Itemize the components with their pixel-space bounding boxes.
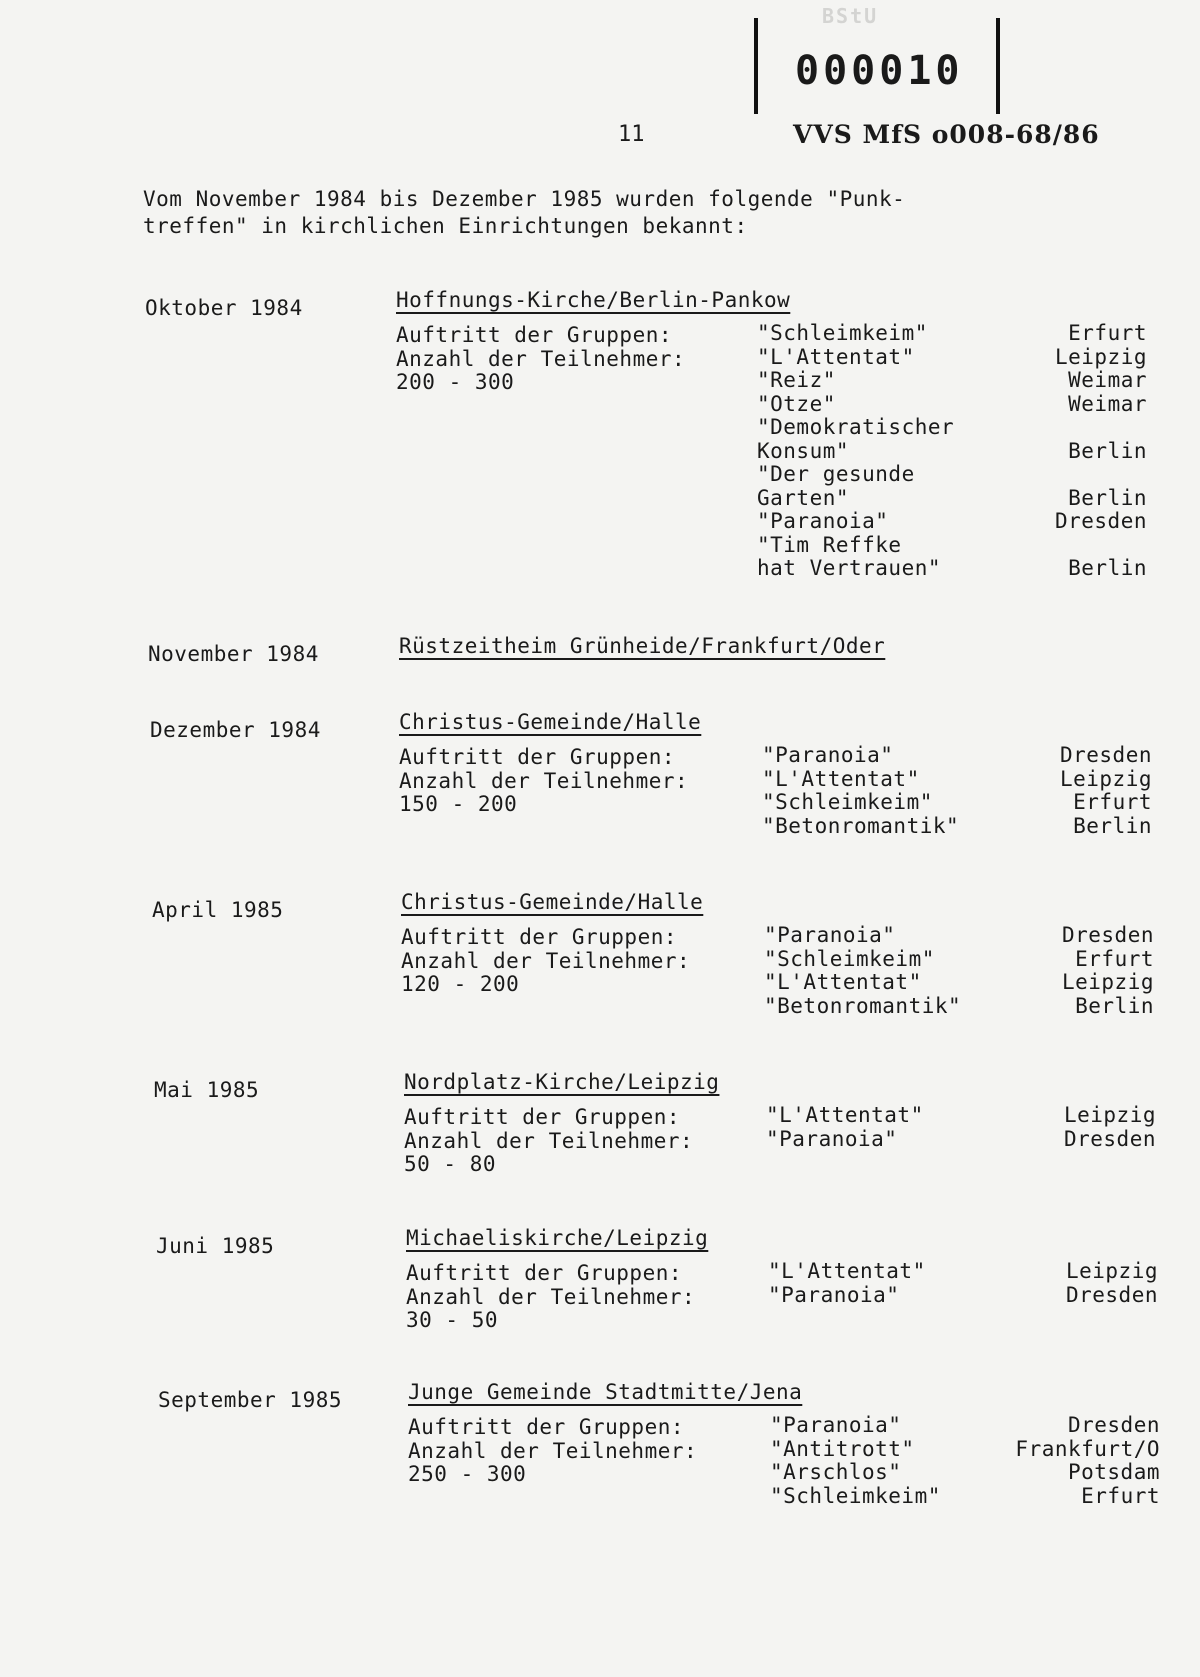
band-row <box>764 971 1154 995</box>
info-label: Auftritt der Gruppen: <box>396 323 673 347</box>
band-row <box>757 463 1147 487</box>
band-city: Dresden <box>1067 1413 1160 1437</box>
band-name: Konsum" <box>757 438 850 463</box>
info-label: Anzahl der Teilnehmer: <box>401 948 691 973</box>
event-date: Juni 1985 <box>156 1234 275 1258</box>
band-name: "Paranoia" <box>768 1282 900 1307</box>
participant-count: 120 - 200 <box>401 972 520 996</box>
info-label: Anzahl der Teilnehmer: <box>406 1284 696 1309</box>
band-name: "Schleimkeim" <box>764 946 935 971</box>
band-row <box>757 346 1147 370</box>
band-list <box>762 744 1152 838</box>
band-name: "Paranoia" <box>757 509 889 533</box>
band-name: Garten" <box>757 485 850 510</box>
band-row <box>762 815 1152 839</box>
intro-line: Vom November 1984 bis Dezember 1985 wurden folgende "Punk- <box>143 187 906 211</box>
band-list <box>764 924 1154 1018</box>
band-row <box>762 768 1152 792</box>
band-city: Weimar <box>1068 391 1147 416</box>
band-name: "L'Attentat" <box>762 766 920 791</box>
band-name: "L'Attentat" <box>768 1259 926 1283</box>
band-row <box>757 440 1147 464</box>
band-name: "Tim Reffke <box>757 532 902 557</box>
band-city: Erfurt <box>1068 321 1147 345</box>
event-venue: Christus-Gemeinde/Halle <box>401 890 704 914</box>
classification-reference: VVS MfS o008-68/86 <box>793 120 1100 149</box>
band-city: Berlin <box>1068 485 1147 510</box>
info-label: Auftritt der Gruppen: <box>401 925 678 949</box>
band-name: "Reiz" <box>757 368 836 392</box>
band-name: "L'Attentat" <box>764 970 922 994</box>
band-city: Dresden <box>1063 1126 1156 1151</box>
event-date: Oktober 1984 <box>145 296 303 320</box>
band-row <box>770 1485 1160 1509</box>
band-name: "Der gesunde <box>757 462 915 486</box>
info-label: Anzahl der Teilnehmer: <box>396 346 686 371</box>
band-row <box>764 924 1154 948</box>
info-label: Auftritt der Gruppen: <box>406 1261 683 1285</box>
event-venue: Rüstzeitheim Grünheide/Frankfurt/Oder <box>399 634 886 658</box>
band-name: "Paranoia" <box>762 743 894 767</box>
archive-number: 000010 <box>795 48 964 94</box>
participant-count: 50 - 80 <box>404 1152 497 1176</box>
band-city: Dresden <box>1059 743 1152 767</box>
band-name: "Arschlos" <box>770 1460 902 1484</box>
band-city: Berlin <box>1068 438 1147 463</box>
band-name: "Schleimkeim" <box>762 790 933 814</box>
band-row <box>757 369 1147 393</box>
band-row <box>764 948 1154 972</box>
band-row <box>757 510 1147 534</box>
band-city: Erfurt <box>1081 1483 1160 1508</box>
band-name: "Paranoia" <box>766 1126 898 1151</box>
band-city: Dresden <box>1054 509 1147 533</box>
band-name: "L'Attentat" <box>766 1103 924 1127</box>
info-label: Anzahl der Teilnehmer: <box>399 768 689 793</box>
participant-count: 30 - 50 <box>406 1308 499 1332</box>
event-info <box>406 1262 695 1333</box>
band-row <box>757 416 1147 440</box>
band-row <box>768 1284 1158 1308</box>
band-city: Berlin <box>1075 993 1154 1018</box>
band-row <box>770 1438 1160 1462</box>
band-row <box>766 1128 1156 1152</box>
band-name: "Paranoia" <box>764 923 896 947</box>
intro-paragraph <box>143 186 905 240</box>
band-name: "Schleimkeim" <box>757 321 928 345</box>
band-row <box>762 744 1152 768</box>
band-row <box>764 995 1154 1019</box>
info-label: Auftritt der Gruppen: <box>399 745 676 769</box>
stamp-border-right <box>996 18 1000 114</box>
band-name: "Betonromantik" <box>762 813 960 838</box>
band-list <box>757 322 1147 581</box>
info-label: Auftritt der Gruppen: <box>408 1415 685 1439</box>
band-row <box>762 791 1152 815</box>
band-name: "Antitrott" <box>770 1436 915 1461</box>
band-list <box>768 1260 1158 1307</box>
band-list <box>766 1104 1156 1151</box>
band-city: Leipzig <box>1063 1103 1156 1127</box>
band-city: Leipzig <box>1061 970 1154 994</box>
event-info <box>408 1416 697 1487</box>
event-info <box>399 746 688 817</box>
band-name: "Demokratischer <box>757 415 955 439</box>
band-city: Leipzig <box>1059 766 1152 791</box>
event-info <box>404 1106 693 1177</box>
band-name: "Paranoia" <box>770 1413 902 1437</box>
band-city: Erfurt <box>1075 946 1154 971</box>
band-city: Erfurt <box>1073 790 1152 814</box>
band-city: Leipzig <box>1065 1259 1158 1283</box>
band-name: "Betonromantik" <box>764 993 962 1018</box>
band-list <box>770 1414 1160 1508</box>
info-label: Auftritt der Gruppen: <box>404 1105 681 1129</box>
band-row <box>766 1104 1156 1128</box>
participant-count: 150 - 200 <box>399 792 518 816</box>
band-row <box>757 487 1147 511</box>
intro-line: treffen" in kirchlichen Einrichtungen bekannt: <box>143 214 748 238</box>
band-city: Dresden <box>1065 1282 1158 1307</box>
band-row <box>770 1414 1160 1438</box>
band-city: Potsdam <box>1067 1460 1160 1484</box>
info-label: Anzahl der Teilnehmer: <box>404 1128 694 1153</box>
band-row <box>770 1461 1160 1485</box>
event-info <box>401 926 690 997</box>
band-city: Weimar <box>1068 368 1147 392</box>
event-venue: Nordplatz-Kirche/Leipzig <box>404 1070 720 1094</box>
event-info <box>396 324 685 395</box>
band-city: Dresden <box>1061 923 1154 947</box>
band-city: Frankfurt/O <box>1015 1436 1160 1461</box>
band-row <box>757 322 1147 346</box>
info-label: Anzahl der Teilnehmer: <box>408 1438 698 1463</box>
event-date: September 1985 <box>158 1388 343 1412</box>
band-row <box>757 557 1147 581</box>
band-row <box>757 393 1147 417</box>
band-name: "Otze" <box>757 391 836 416</box>
band-city: Berlin <box>1073 813 1152 838</box>
band-city: Berlin <box>1068 556 1147 580</box>
event-venue: Christus-Gemeinde/Halle <box>399 710 702 734</box>
band-row <box>768 1260 1158 1284</box>
stamp-header: BStU <box>822 4 879 28</box>
event-date: Mai 1985 <box>154 1078 260 1102</box>
participant-count: 200 - 300 <box>396 370 515 394</box>
event-date: Dezember 1984 <box>150 718 321 742</box>
stamp-border-left <box>754 18 758 114</box>
band-city: Leipzig <box>1054 344 1147 369</box>
event-venue: Hoffnungs-Kirche/Berlin-Pankow <box>396 288 791 312</box>
band-name: "L'Attentat" <box>757 344 915 369</box>
band-name: hat Vertrauen" <box>757 556 942 580</box>
participant-count: 250 - 300 <box>408 1462 527 1486</box>
page-number: 11 <box>618 122 645 147</box>
band-row <box>757 534 1147 558</box>
event-venue: Michaeliskirche/Leipzig <box>406 1226 709 1250</box>
event-date: November 1984 <box>148 642 319 666</box>
event-date: April 1985 <box>152 898 284 922</box>
event-venue: Junge Gemeinde Stadtmitte/Jena <box>408 1380 803 1404</box>
band-name: "Schleimkeim" <box>770 1483 941 1508</box>
